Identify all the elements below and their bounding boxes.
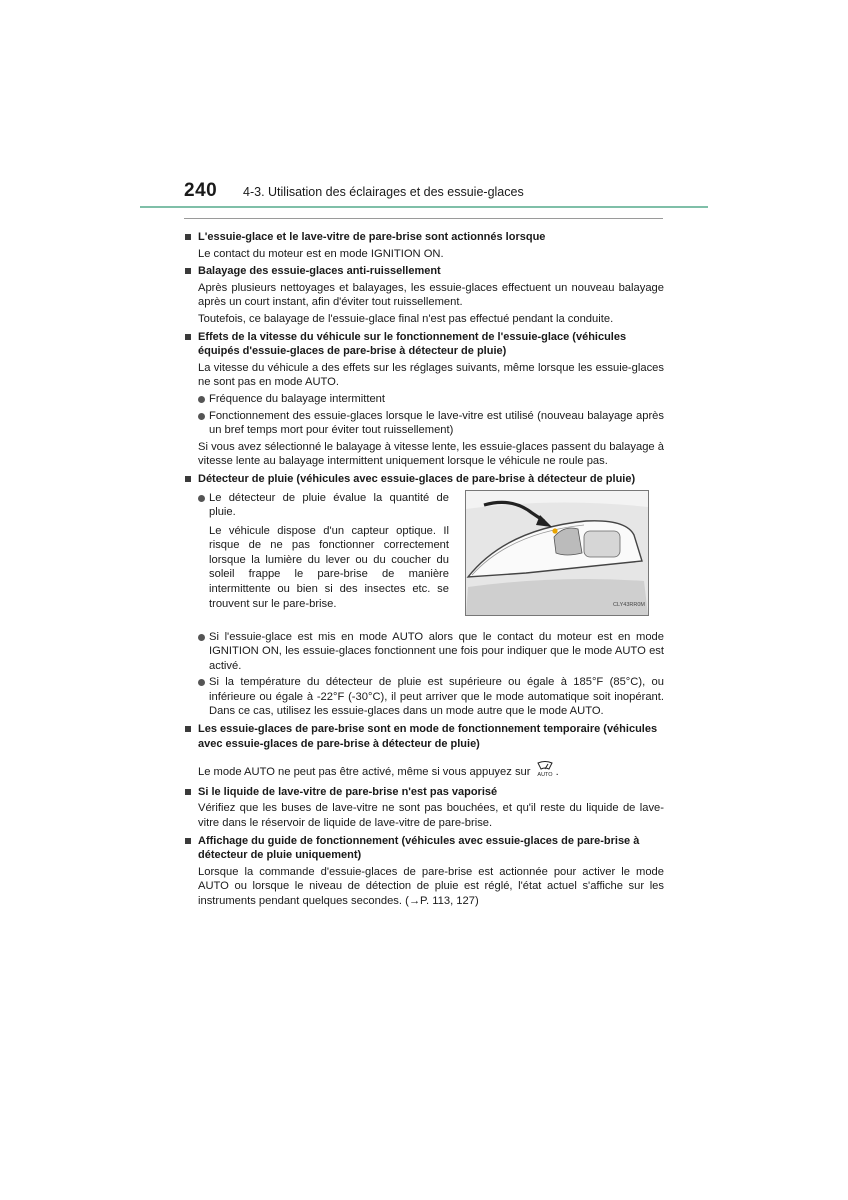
round-bullet-icon bbox=[198, 413, 205, 420]
list-item: Fréquence du balayage intermittent bbox=[198, 392, 664, 407]
round-bullet-icon bbox=[198, 679, 205, 686]
paragraph: Lorsque la commande d'essuie-glaces de pare-brise est actionnée pour activer le mode AUTO ou lorsque le niveau de détection de pluie est réglé, l'état actuel s'affiche sur les instruments pendant quelques secondes. (→P. 113, 127) bbox=[198, 865, 664, 907]
section-heading: Effets de la vitesse du véhicule sur le fonctionnement de l'essuie-glace (véhicules équipés d'essuie-glaces de pare-brise à détecteur de pluie) bbox=[198, 330, 627, 358]
list-item: Fonctionnement des essuie-glaces lorsque le lave-vitre est utilisé (nouveau balayage après un bref temps mort pour éviter tout ruissellement) bbox=[198, 409, 664, 438]
section-washer-fluid bbox=[184, 785, 664, 831]
paragraph: Le contact du moteur est en mode IGNITION ON. bbox=[198, 247, 444, 260]
square-bullet-icon bbox=[185, 334, 191, 340]
round-bullet-icon bbox=[198, 495, 205, 502]
chapter-title: 4-3. Utilisation des éclairages et des essuie-glaces bbox=[243, 185, 524, 199]
list-item: Si l'essuie-glace est mis en mode AUTO alors que le contact du moteur est en mode IGNITION ON, les essuie-glaces fonctionnent une fois pour indiquer que le mode AUTO est activé. bbox=[198, 630, 664, 674]
section-heading: Si le liquide de lave-vitre de pare-brise n'est pas vaporisé bbox=[198, 785, 498, 798]
paragraph: Le mode AUTO ne peut pas être activé, même si vous appuyez sur AUTO . bbox=[198, 761, 664, 782]
square-bullet-icon bbox=[185, 726, 191, 732]
section-vehicle-speed bbox=[184, 330, 664, 469]
round-bullet-icon bbox=[198, 634, 205, 641]
section-heading: Balayage des essuie-glaces anti-ruissellement bbox=[198, 265, 441, 278]
section-temporary-mode bbox=[184, 722, 664, 782]
paragraph: Le véhicule dispose d'un capteur optique. Il risque de ne pas fonctionner correctement lorsque la lumière du lever ou du coucher du soleil frappe le pare-brise de manière intermittente ou bien si des insectes etc. se trouvent sur le pare-brise. bbox=[209, 524, 449, 610]
paragraph: Vérifiez que les buses de lave-vitre ne sont pas bouchées, et qu'il reste du liquide de lave-vitre dans le réservoir de liquide de lave-vitre de pare-brise. bbox=[198, 802, 664, 830]
auto-icon-label: AUTO bbox=[537, 772, 553, 778]
paragraph: Si vous avez sélectionné le balayage à vitesse lente, les essuie-glaces passent du balayage à vitesse lente au balayage intermittent uniquement lorsque le véhicule ne roule pas. bbox=[198, 440, 664, 468]
round-bullet-icon bbox=[198, 396, 205, 403]
car-interior-icon bbox=[466, 491, 648, 615]
section-ignition bbox=[184, 230, 664, 261]
square-bullet-icon bbox=[185, 268, 191, 274]
section-rain-sensor bbox=[184, 472, 664, 719]
header-rule bbox=[140, 206, 708, 208]
section-anti-drip bbox=[184, 264, 664, 326]
figure-code: CLY43RR0M bbox=[613, 601, 645, 608]
top-rule bbox=[184, 218, 663, 219]
square-bullet-icon bbox=[185, 838, 191, 844]
square-bullet-icon bbox=[185, 234, 191, 240]
auto-wiper-icon bbox=[534, 761, 556, 782]
list-item: Si la température du détecteur de pluie est supérieure ou égale à 185°F (85°C), ou inférieure ou égale à -22°F (-30°C), il peut arriver que le mode automatique soit inopérant. Dans ce cas, utilisez les essuie-glaces dans un mode autre que le mode AUTO. bbox=[198, 675, 664, 719]
section-heading: L'essuie-glace et le lave-vitre de pare-brise sont actionnés lorsque bbox=[198, 231, 546, 243]
section-guide-display bbox=[184, 834, 664, 909]
paragraph: La vitesse du véhicule a des effets sur les réglages suivants, même lorsque les essuie-glaces ne sont pas en mode AUTO. bbox=[198, 361, 664, 389]
list-item: Le détecteur de pluie évalue la quantité de pluie. bbox=[198, 491, 449, 520]
section-heading: Les essuie-glaces de pare-brise sont en mode de fonctionnement temporaire (véhicules avec essuie-glaces de pare-brise à détecteur de pluie) bbox=[198, 723, 658, 750]
page-number: 240 bbox=[184, 180, 218, 201]
paragraph: Après plusieurs nettoyages et balayages, les essuie-glaces effectuent un nouveau balayage après un court instant, afin d'éviter tout ruissellement. bbox=[198, 281, 664, 309]
section-heading: Affichage du guide de fonctionnement (véhicules avec essuie-glaces de pare-brise à détecteur de pluie uniquement) bbox=[198, 834, 640, 862]
square-bullet-icon bbox=[185, 789, 191, 795]
section-heading: Détecteur de pluie (véhicules avec essuie-glaces de pare-brise à détecteur de pluie) bbox=[198, 472, 636, 485]
page-content bbox=[184, 227, 664, 911]
paragraph: Toutefois, ce balayage de l'essuie-glace final n'est pas effectué pendant la conduite. bbox=[198, 312, 614, 325]
windshield-rain-sensor-illustration bbox=[465, 490, 649, 616]
square-bullet-icon bbox=[185, 476, 191, 482]
